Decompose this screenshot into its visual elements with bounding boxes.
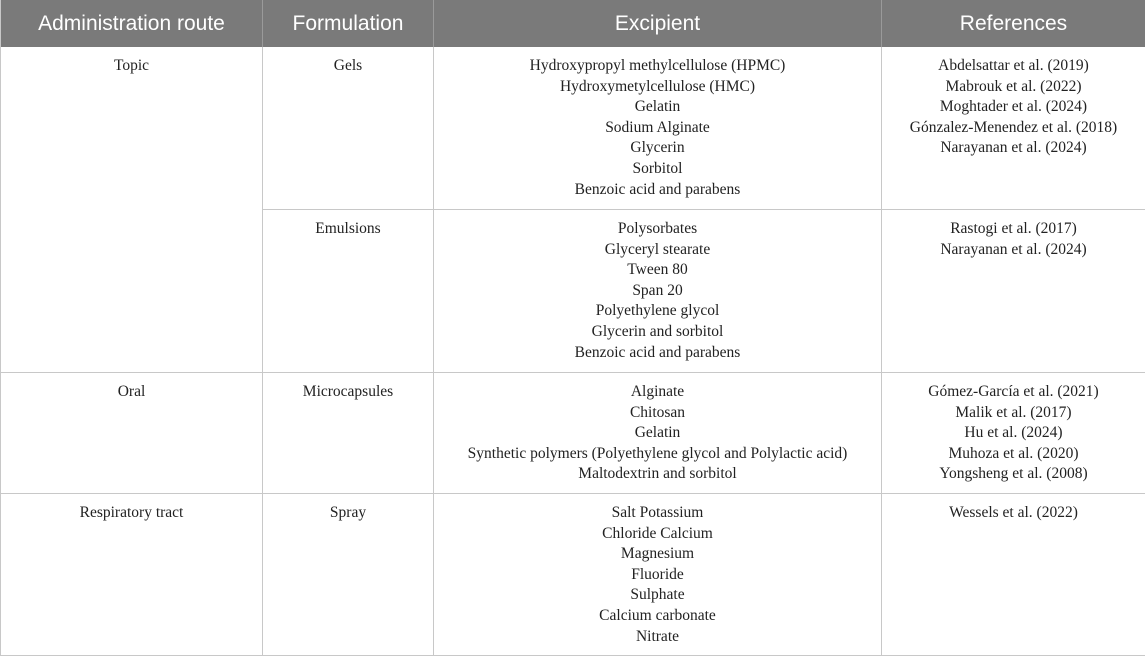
- route-cell-respiratory-tract: [1, 494, 263, 656]
- excipient-cell: [434, 494, 882, 656]
- excipient-item: Chloride Calcium: [602, 524, 713, 542]
- table-body: [1, 47, 1145, 656]
- header-administration-route: Administration route: [1, 0, 263, 47]
- header-row: [1, 0, 1145, 47]
- formulation-cell: [263, 494, 434, 656]
- excipient-item: Chitosan: [629, 403, 686, 421]
- reference-item: Narayanan et al. (2024): [940, 139, 1087, 157]
- route-label: Topic: [113, 57, 150, 74]
- table-row: [1, 494, 1145, 656]
- reference-item: Wessels et al. (2022): [949, 504, 1078, 521]
- excipient-item: Sulphate: [630, 586, 685, 604]
- excipient-item: Polysorbates: [617, 220, 698, 237]
- excipient-item: Tween 80: [627, 261, 688, 279]
- excipient-item: Glycerin: [630, 139, 685, 157]
- references-cell: [882, 47, 1145, 210]
- excipient-item: Nitrate: [635, 627, 680, 645]
- excipient-item: Gelatin: [634, 98, 681, 116]
- references-cell: [882, 373, 1145, 494]
- reference-item: Moghtader et al. (2024): [939, 98, 1088, 116]
- excipient-cell: [434, 210, 882, 373]
- excipient-item: Span 20: [632, 281, 683, 299]
- reference-item: Gónzalez-Menendez et al. (2018): [909, 118, 1118, 136]
- header-references: References: [882, 0, 1145, 47]
- excipient-item: Fluoride: [631, 565, 684, 583]
- table-row: [1, 373, 1145, 494]
- table-row: [1, 47, 1145, 210]
- reference-item: Narayanan et al. (2024): [940, 240, 1087, 258]
- excipient-item: Hydroxymetylcellulose (HMC): [559, 77, 755, 95]
- excipient-item: Benzoic acid and parabens: [574, 180, 741, 198]
- references-cell: [882, 210, 1145, 373]
- excipient-item: Alginate: [630, 383, 685, 400]
- excipient-item: Maltodextrin and sorbitol: [578, 465, 737, 483]
- formulation-label: Spray: [329, 504, 367, 521]
- excipient-cell: [434, 47, 882, 210]
- excipient-item: Hydroxypropyl methylcellulose (HPMC): [529, 57, 786, 74]
- reference-item: Gómez-García et al. (2021): [928, 383, 1099, 400]
- route-cell-oral: [1, 373, 263, 494]
- excipient-item: Benzoic acid and parabens: [574, 343, 741, 361]
- references-cell: [882, 494, 1145, 656]
- reference-item: Muhoza et al. (2020): [948, 444, 1079, 462]
- route-label: Oral: [117, 383, 146, 400]
- header-formulation: Formulation: [263, 0, 434, 47]
- formulation-cell: [263, 373, 434, 494]
- reference-item: Mabrouk et al. (2022): [945, 77, 1082, 95]
- excipient-cell: [434, 373, 882, 494]
- excipient-item: Polyethylene glycol: [595, 302, 720, 320]
- formulation-cell: [263, 47, 434, 210]
- formulation-cell: [263, 210, 434, 373]
- excipient-item: Salt Potassium: [611, 504, 704, 521]
- excipient-item: Glyceryl stearate: [604, 240, 711, 258]
- header-excipient: Excipient: [434, 0, 882, 47]
- excipient-item: Sodium Alginate: [605, 118, 710, 136]
- excipient-item: Gelatin: [634, 424, 681, 442]
- reference-item: Yongsheng et al. (2008): [939, 465, 1088, 483]
- excipient-item: Synthetic polymers (Polyethylene glycol and Polylactic acid): [467, 444, 848, 462]
- table-header: [1, 0, 1145, 47]
- excipient-item: Calcium carbonate: [599, 606, 716, 624]
- formulation-label: Microcapsules: [302, 383, 394, 400]
- excipient-item: Sorbitol: [632, 159, 683, 177]
- route-cell-topic: [1, 47, 263, 373]
- reference-item: Abdelsattar et al. (2019): [938, 57, 1089, 74]
- route-label: Respiratory tract: [79, 504, 184, 521]
- reference-item: Rastogi et al. (2017): [950, 220, 1077, 237]
- excipient-item: Glycerin and sorbitol: [591, 322, 724, 340]
- reference-item: Hu et al. (2024): [964, 424, 1063, 442]
- formulation-label: Emulsions: [315, 220, 381, 237]
- formulation-label: Gels: [333, 57, 363, 74]
- reference-item: Malik et al. (2017): [955, 403, 1072, 421]
- excipient-item: Magnesium: [620, 545, 695, 563]
